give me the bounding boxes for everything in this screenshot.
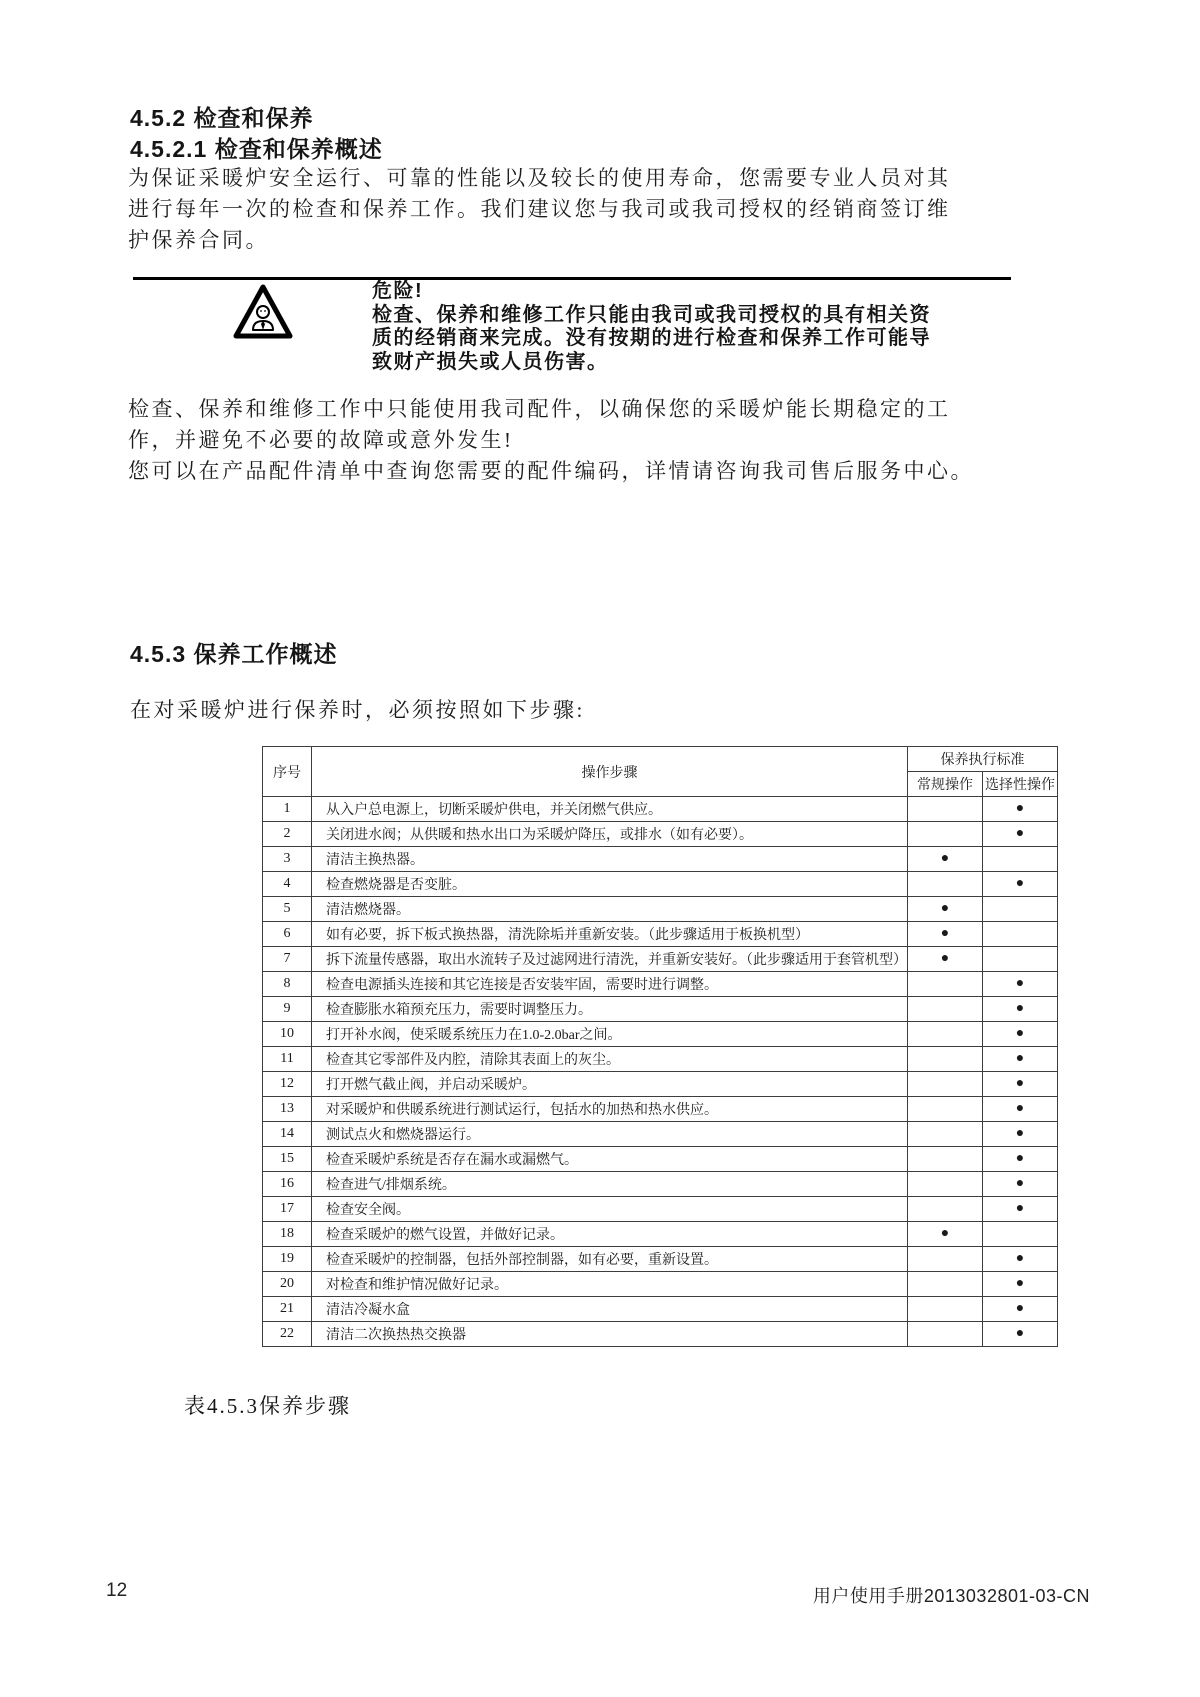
table-row <box>263 897 1058 922</box>
row-number: 5 <box>263 897 312 922</box>
paragraph-line: 进行每年一次的检查和保养工作。我们建议您与我司或我司授权的经销商签订维 <box>128 197 951 221</box>
row-regular-dot <box>908 1272 983 1297</box>
row-optional-dot: ● <box>983 1172 1058 1197</box>
table-row <box>263 1172 1058 1197</box>
row-regular-dot <box>908 1197 983 1222</box>
paragraph-line: 作，并避免不必要的故障或意外发生! <box>128 428 514 452</box>
row-optional-dot <box>983 947 1058 972</box>
row-number: 20 <box>263 1272 312 1297</box>
row-regular-dot <box>908 997 983 1022</box>
row-step: 从入户总电源上，切断采暖炉供电，并关闭燃气供应。 <box>312 797 908 822</box>
row-optional-dot: ● <box>983 997 1058 1022</box>
row-number: 22 <box>263 1322 312 1347</box>
row-regular-dot: ● <box>908 1222 983 1247</box>
row-optional-dot: ● <box>983 1272 1058 1297</box>
maintenance-table-body <box>263 797 1058 1347</box>
header-no: 序号 <box>263 747 312 797</box>
row-number: 4 <box>263 872 312 897</box>
row-step: 检查安全阀。 <box>312 1197 908 1222</box>
table-row <box>263 1097 1058 1122</box>
row-regular-dot <box>908 1322 983 1347</box>
row-step: 拆下流量传感器，取出水流转子及过滤网进行清洗，并重新安装好。（此步骤适用于套管机型） <box>312 947 908 972</box>
row-step: 如有必要，拆下板式换热器，清洗除垢并重新安装。（此步骤适用于板换机型） <box>312 922 908 947</box>
row-step: 测试点火和燃烧器运行。 <box>312 1122 908 1147</box>
danger-title: 危险! <box>372 280 424 302</box>
row-number: 1 <box>263 797 312 822</box>
table-row <box>263 797 1058 822</box>
table-row <box>263 1197 1058 1222</box>
danger-line: 检查、保养和维修工作只能由我司或我司授权的具有相关资 <box>372 303 931 326</box>
row-number: 9 <box>263 997 312 1022</box>
row-regular-dot <box>908 1172 983 1197</box>
row-number: 13 <box>263 1097 312 1122</box>
table-row <box>263 847 1058 872</box>
row-step: 打开补水阀，使采暖系统压力在1.0-2.0bar之间。 <box>312 1022 908 1047</box>
row-number: 15 <box>263 1147 312 1172</box>
danger-line: 质的经销商来完成。没有按期的进行检查和保养工作可能导 <box>372 327 931 349</box>
row-optional-dot: ● <box>983 1247 1058 1272</box>
row-number: 18 <box>263 1222 312 1247</box>
row-step: 检查进气/排烟系统。 <box>312 1172 908 1197</box>
table-caption: 表4.5.3保养步骤 <box>184 1394 351 1418</box>
table-row <box>263 1247 1058 1272</box>
table-row <box>263 997 1058 1022</box>
row-step: 打开燃气截止阀，并启动采暖炉。 <box>312 1072 908 1097</box>
row-regular-dot <box>908 1097 983 1122</box>
paragraph-line: 您可以在产品配件清单中查询您需要的配件编码，详情请咨询我司售后服务中心。 <box>128 459 974 483</box>
row-regular-dot: ● <box>908 922 983 947</box>
row-number: 16 <box>263 1172 312 1197</box>
table-row <box>263 1222 1058 1247</box>
table-row <box>263 872 1058 897</box>
row-optional-dot: ● <box>983 1197 1058 1222</box>
footer-doc-code: 用户使用手册2013032801-03-CN <box>812 1586 1090 1606</box>
row-number: 6 <box>263 922 312 947</box>
row-number: 10 <box>263 1022 312 1047</box>
table-row <box>263 1322 1058 1347</box>
row-regular-dot <box>908 1072 983 1097</box>
row-number: 17 <box>263 1197 312 1222</box>
row-step: 对检查和维护情况做好记录。 <box>312 1272 908 1297</box>
row-optional-dot: ● <box>983 1297 1058 1322</box>
table-row <box>263 972 1058 997</box>
row-regular-dot <box>908 1297 983 1322</box>
table-row <box>263 1122 1058 1147</box>
row-optional-dot: ● <box>983 872 1058 897</box>
row-step: 检查燃烧器是否变脏。 <box>312 872 908 897</box>
row-optional-dot <box>983 1222 1058 1247</box>
header-step: 操作步骤 <box>312 747 908 797</box>
table-row <box>263 1297 1058 1322</box>
row-regular-dot <box>908 797 983 822</box>
row-number: 21 <box>263 1297 312 1322</box>
header-optional: 选择性操作 <box>983 772 1058 797</box>
row-optional-dot: ● <box>983 972 1058 997</box>
row-optional-dot: ● <box>983 1122 1058 1147</box>
row-step: 对采暖炉和供暖系统进行测试运行，包括水的加热和热水供应。 <box>312 1097 908 1122</box>
row-step: 清洁二次换热热交换器 <box>312 1322 908 1347</box>
table-row <box>263 1072 1058 1097</box>
row-optional-dot: ● <box>983 1022 1058 1047</box>
row-regular-dot <box>908 1022 983 1047</box>
section-title-453: 4.5.3 保养工作概述 <box>130 641 338 667</box>
row-optional-dot: ● <box>983 1322 1058 1347</box>
intro-paragraph <box>128 163 951 256</box>
footer-page-number: 12 <box>106 1580 128 1601</box>
danger-notice <box>372 280 1022 374</box>
table-row <box>263 922 1058 947</box>
row-optional-dot <box>983 897 1058 922</box>
row-optional-dot <box>983 847 1058 872</box>
row-regular-dot <box>908 1147 983 1172</box>
danger-line: 致财产损失或人员伤害。 <box>372 350 609 373</box>
qualified-person-warning-icon <box>232 283 294 341</box>
row-step: 检查采暖炉的燃气设置，并做好记录。 <box>312 1222 908 1247</box>
table-header-row-1 <box>263 747 1058 772</box>
row-step: 清洁主换热器。 <box>312 847 908 872</box>
row-regular-dot <box>908 1122 983 1147</box>
table-intro-line: 在对采暖炉进行保养时，必须按照如下步骤: <box>130 698 585 722</box>
row-number: 8 <box>263 972 312 997</box>
row-number: 19 <box>263 1247 312 1272</box>
row-regular-dot: ● <box>908 947 983 972</box>
row-optional-dot: ● <box>983 1072 1058 1097</box>
row-regular-dot: ● <box>908 847 983 872</box>
row-optional-dot: ● <box>983 1047 1058 1072</box>
row-step: 检查采暖炉的控制器，包括外部控制器，如有必要，重新设置。 <box>312 1247 908 1272</box>
paragraph-line: 护保养合同。 <box>128 228 269 252</box>
paragraph-line: 检查、保养和维修工作中只能使用我司配件，以确保您的采暖炉能长期稳定的工 <box>128 397 951 421</box>
table-row <box>263 1272 1058 1297</box>
row-step: 关闭进水阀；从供暖和热水出口为采暖炉降压，或排水（如有必要）。 <box>312 822 908 847</box>
row-number: 11 <box>263 1047 312 1072</box>
row-step: 清洁燃烧器。 <box>312 897 908 922</box>
table-row <box>263 1022 1058 1047</box>
row-regular-dot <box>908 1047 983 1072</box>
row-optional-dot: ● <box>983 822 1058 847</box>
section-subtitle-4521: 4.5.2.1 检查和保养概述 <box>130 136 383 162</box>
row-optional-dot: ● <box>983 797 1058 822</box>
row-step: 检查其它零部件及内腔，清除其表面上的灰尘。 <box>312 1047 908 1072</box>
row-regular-dot <box>908 822 983 847</box>
header-regular: 常规操作 <box>908 772 983 797</box>
row-step: 清洁冷凝水盒 <box>312 1297 908 1322</box>
row-optional-dot: ● <box>983 1097 1058 1122</box>
table-row <box>263 1047 1058 1072</box>
row-optional-dot: ● <box>983 1147 1058 1172</box>
row-number: 12 <box>263 1072 312 1097</box>
parts-note-paragraph <box>128 394 974 487</box>
header-standard-group: 保养执行标准 <box>908 747 1058 772</box>
row-number: 7 <box>263 947 312 972</box>
row-step: 检查膨胀水箱预充压力，需要时调整压力。 <box>312 997 908 1022</box>
row-number: 3 <box>263 847 312 872</box>
table-row <box>263 822 1058 847</box>
row-optional-dot <box>983 922 1058 947</box>
maintenance-steps-table <box>262 746 1058 1347</box>
row-regular-dot: ● <box>908 897 983 922</box>
table-row <box>263 1147 1058 1172</box>
row-number: 2 <box>263 822 312 847</box>
row-regular-dot <box>908 972 983 997</box>
table-row <box>263 947 1058 972</box>
row-step: 检查电源插头连接和其它连接是否安装牢固，需要时进行调整。 <box>312 972 908 997</box>
row-number: 14 <box>263 1122 312 1147</box>
row-regular-dot <box>908 1247 983 1272</box>
section-title-452: 4.5.2 检查和保养 <box>130 105 314 131</box>
paragraph-line: 为保证采暖炉安全运行、可靠的性能以及较长的使用寿命，您需要专业人员对其 <box>128 166 951 190</box>
row-step: 检查采暖炉系统是否存在漏水或漏燃气。 <box>312 1147 908 1172</box>
row-regular-dot <box>908 872 983 897</box>
